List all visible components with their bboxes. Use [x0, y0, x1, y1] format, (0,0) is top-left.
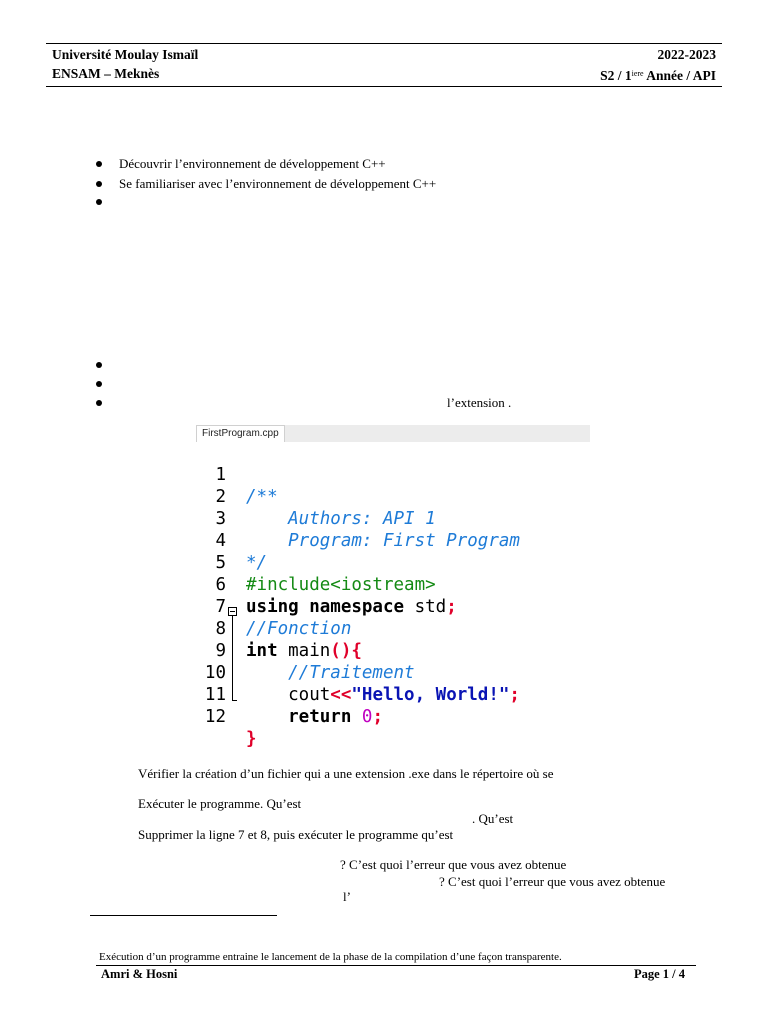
code-comment: Authors: API 1 [246, 509, 436, 529]
school-name: ENSAM – Meknès [52, 66, 160, 81]
code-comment: Program: First Program [246, 531, 520, 551]
code-identifier: std [404, 597, 447, 617]
code-preprocessor: #include<iostream> [246, 575, 436, 595]
bullet-icon [96, 400, 102, 406]
objective-text: Se familiariser avec l’environnement de développement C++ [119, 176, 437, 191]
page-number: Page 1 / 4 [633, 967, 685, 981]
question-text: ? C’est quoi l’erreur que vous avez obtenue [340, 857, 567, 872]
question-text: l’ [343, 889, 351, 904]
objective-text: Découvrir l’environnement de développement C++ [119, 156, 386, 171]
bullet-icon [96, 381, 102, 387]
line-number: 11 [204, 685, 226, 705]
editor-tab-bar [196, 425, 590, 443]
footer-authors: Amri & Hosni [101, 967, 178, 981]
code-string: "Hello, World!" [351, 685, 510, 705]
line-number: 7 [215, 597, 226, 617]
level-prefix: S2 / 1 [600, 68, 632, 83]
line-number: 2 [215, 487, 226, 507]
code-line [196, 464, 590, 529]
line-number: 9 [215, 641, 226, 661]
line-number: 3 [215, 509, 226, 529]
code-operator: (){ [330, 641, 362, 661]
question-text: . Qu’est [472, 811, 514, 826]
collapse-icon[interactable] [228, 607, 237, 616]
footer-rule [96, 965, 696, 966]
line-number: 12 [204, 707, 226, 727]
question-text: ? C’est quoi l’erreur que vous avez obtenue [439, 874, 666, 889]
code-keyword: return [246, 707, 362, 727]
code-line [196, 442, 590, 507]
fold-guide [232, 616, 233, 700]
code-identifier: cout [246, 685, 331, 705]
code-comment: //Fonction [246, 619, 352, 639]
code-editor [196, 442, 590, 749]
line-number: 6 [215, 575, 226, 595]
code-comment: /** [246, 487, 278, 507]
academic-year: 2022-2023 [657, 47, 716, 62]
footnote-separator [90, 915, 277, 916]
course-level [600, 66, 716, 84]
fold-guide-end [232, 700, 237, 701]
step-text: l’extension . [447, 395, 512, 410]
bullet-icon [96, 362, 102, 368]
question-text: Supprimer la ligne 7 et 8, puis exécuter le programme qu’est [138, 827, 454, 842]
question-text: Exécuter le programme. Qu’est [138, 796, 302, 811]
header-bottom-rule [46, 86, 722, 87]
header-top-rule [46, 43, 722, 44]
line-number: 1 [215, 465, 226, 485]
line-number: 10 [204, 663, 226, 683]
editor-tab-filename: FirstProgram.cpp [196, 425, 285, 442]
code-line [196, 530, 590, 595]
question-text: Vérifier la création d’un fichier qui a une extension .exe dans le répertoire où se [138, 766, 554, 781]
code-operator: << [330, 685, 352, 705]
code-comment: //Traitement [246, 663, 415, 683]
line-number: 4 [215, 531, 226, 551]
level-suffix: Année / API [643, 68, 716, 83]
code-identifier: main [277, 641, 331, 661]
code-operator: } [246, 729, 257, 749]
level-superscript: iere [631, 69, 644, 78]
code-operator: ; [509, 685, 520, 705]
university-name: Université Moulay Ismaïl [52, 47, 199, 62]
bullet-icon [96, 181, 102, 187]
line-number: 5 [215, 553, 226, 573]
bullet-icon [96, 199, 102, 205]
code-keyword: using namespace [246, 597, 405, 617]
footnote-text: Exécution d’un programme entraine le lancement de la phase de la compilation d’une façon transparente. [99, 951, 562, 963]
bullet-icon [96, 161, 102, 167]
code-number: 0 [361, 707, 373, 727]
line-number: 8 [215, 619, 226, 639]
code-keyword: int [246, 641, 278, 661]
code-comment: */ [246, 553, 268, 573]
code-operator: ; [372, 707, 383, 727]
code-operator: ; [446, 597, 457, 617]
